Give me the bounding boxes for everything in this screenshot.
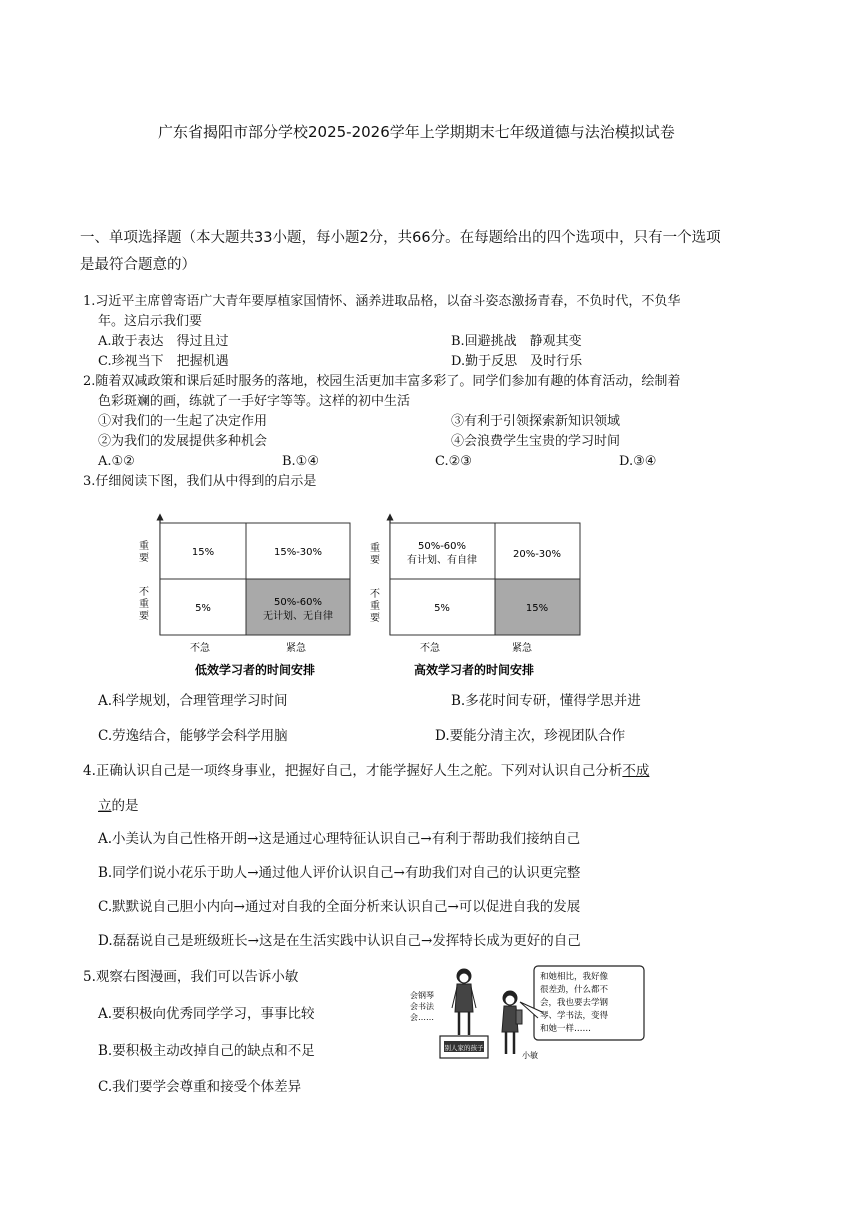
section-heading-line2: 是最符合题意的） bbox=[80, 257, 196, 273]
cell-br: 15% bbox=[525, 603, 549, 614]
y-label-bottom-1: 不 bbox=[139, 587, 149, 598]
cartoon-label-2: 会书法 bbox=[410, 1002, 434, 1011]
q2-statement-2: ②为我们的发展提供多种机会 bbox=[98, 434, 268, 449]
cell-br-line1: 50%-60% bbox=[273, 597, 323, 608]
q4-stem-emphasis: 不成 bbox=[622, 763, 650, 779]
y-label-top-2: 要 bbox=[370, 555, 380, 566]
y-label-bottom-2: 重 bbox=[370, 601, 380, 612]
x-label-left: 不急 bbox=[190, 643, 210, 654]
q4-stem-line2 bbox=[98, 794, 139, 814]
cartoon-label-1: 会钢琴 bbox=[410, 991, 434, 1000]
q4-stem-end: 的是 bbox=[111, 798, 139, 814]
q1-option-c[interactable]: C.珍视当下 把握机遇 bbox=[98, 354, 229, 369]
q4-stem-emphasis-2: 立 bbox=[98, 798, 112, 814]
q2-statement-1: ①对我们的一生起了决定作用 bbox=[98, 414, 268, 429]
cell-bl: 5% bbox=[434, 603, 450, 614]
bubble-line-2: 很差劲，什么都不 bbox=[540, 985, 609, 995]
q2-statement-3: ③有利于引领探索新知识领域 bbox=[451, 414, 621, 429]
left-caption: 低效学习者的时间安排 bbox=[194, 663, 316, 677]
q4-stem-text: 4.正确认识自己是一项终身事业，把握好自己，才能学握好人生之舵。下列对认识自己分析 bbox=[83, 763, 623, 779]
q1-option-b[interactable]: B.回避挑战 静观其变 bbox=[451, 334, 582, 349]
cell-tl-line2: 有计划、有自律 bbox=[407, 555, 477, 566]
q1-stem-line1: 1.习近平主席曾寄语广大青年要厚植家国情怀、涵养进取品格，以奋斗姿态激扬青春，不负时代，不负华 bbox=[83, 294, 681, 309]
bubble-line-3: 会，我也要去学钢 bbox=[540, 998, 609, 1008]
q3-stem: 3.仔细阅读下图，我们从中得到的启示是 bbox=[83, 474, 317, 489]
q3-right-matrix bbox=[362, 505, 592, 687]
q4-option-b[interactable]: B.同学们说小花乐于助人→通过他人评价认识自己→有助我们对自己的认识更完整 bbox=[98, 865, 581, 881]
bubble-line-1: 和她相比，我好像 bbox=[540, 972, 609, 982]
y-label-top-2: 要 bbox=[139, 553, 149, 564]
cell-tl: 15% bbox=[191, 547, 215, 558]
y-label-bottom-1: 不 bbox=[370, 589, 380, 600]
q2-option-c[interactable]: C.②③ bbox=[435, 454, 472, 469]
y-label-bottom-3: 要 bbox=[139, 611, 149, 622]
cartoon-label-3: 会…… bbox=[410, 1013, 434, 1022]
q4-option-c[interactable]: C.默默说自己胆小内向→通过对自我的全面分析来认识自己→可以促进自我的发展 bbox=[98, 899, 581, 915]
girl-on-podium-figure bbox=[452, 969, 476, 1035]
q3-option-d[interactable]: D.要能分清主次，珍视团队合作 bbox=[435, 728, 626, 744]
q3-option-b[interactable]: B.多花时间专研，懂得学思并进 bbox=[451, 693, 641, 709]
q5-option-b[interactable]: B.要积极主动改掉自己的缺点和不足 bbox=[98, 1043, 315, 1059]
section-heading-line1: 一、单项选择题（本大题共33小题，每小题2分，共66分。在每题给出的四个选项中，只有一个选项 bbox=[80, 230, 721, 246]
q4-stem-line1 bbox=[83, 759, 649, 779]
q1-option-d[interactable]: D.勤于反思 及时行乐 bbox=[451, 354, 583, 369]
q2-statement-4: ④会浪费学生宝贵的学习时间 bbox=[451, 434, 621, 449]
q3-left-matrix bbox=[130, 505, 370, 687]
q1-stem-line2: 年。这启示我们要 bbox=[98, 314, 203, 329]
q5-option-c[interactable]: C.我们要学会尊重和接受个体差异 bbox=[98, 1079, 302, 1095]
q1-option-a[interactable]: A.敢于表达 得过且过 bbox=[98, 334, 229, 349]
xiaomin-name: 小敏 bbox=[522, 1051, 538, 1060]
q2-option-b[interactable]: B.①④ bbox=[282, 454, 319, 469]
xiaomin-figure bbox=[502, 991, 522, 1054]
x-label-right: 紧急 bbox=[286, 643, 306, 654]
q2-option-d[interactable]: D.③④ bbox=[619, 454, 657, 469]
cell-tl-line1: 50%-60% bbox=[417, 541, 467, 552]
q3-option-c[interactable]: C.劳逸结合，能够学会科学用脑 bbox=[98, 728, 288, 744]
cell-tr: 20%-30% bbox=[512, 549, 562, 560]
x-label-right: 紧急 bbox=[512, 643, 532, 654]
q5-cartoon bbox=[408, 962, 648, 1066]
x-label-left: 不急 bbox=[420, 643, 440, 654]
cell-tr: 15%-30% bbox=[273, 547, 323, 558]
right-caption: 高效学习者的时间安排 bbox=[413, 663, 535, 677]
y-label-top-1: 重 bbox=[139, 541, 149, 552]
page-title: 广东省揭阳市部分学校2025-2026学年上学期期末七年级道德与法治模拟试卷 bbox=[158, 123, 675, 141]
y-label-bottom-3: 要 bbox=[370, 613, 380, 624]
y-label-bottom-2: 重 bbox=[139, 599, 149, 610]
bubble-line-5: 和她一样…… bbox=[540, 1024, 592, 1034]
q3-option-a[interactable]: A.科学规划，合理管理学习时间 bbox=[98, 693, 288, 709]
y-label-top-1: 重 bbox=[370, 543, 380, 554]
bubble-line-4: 琴、学书法，变得 bbox=[540, 1011, 609, 1021]
q4-option-d[interactable]: D.磊磊说自己是班级班长→这是在生活实践中认识自己→发挥特长成为更好的自己 bbox=[98, 933, 581, 949]
q2-option-a[interactable]: A.①② bbox=[98, 454, 135, 469]
podium-label: 别人家的孩子 bbox=[444, 1044, 484, 1052]
cell-bl: 5% bbox=[195, 603, 211, 614]
q2-stem-line2: 色彩斑斓的画，练就了一手好字等等。这样的初中生活 bbox=[98, 394, 411, 409]
cell-br-line2: 无计划、无自律 bbox=[263, 611, 333, 622]
q4-option-a[interactable]: A.小美认为自己性格开朗→这是通过心理特征认识自己→有利于帮助我们接纳自己 bbox=[98, 831, 581, 847]
q5-option-a[interactable]: A.要积极向优秀同学学习，事事比较 bbox=[98, 1006, 315, 1022]
q2-stem-line1: 2.随着双减政策和课后延时服务的落地，校园生活更加丰富多彩了。同学们参加有趣的体育活动，绘制着 bbox=[83, 374, 681, 389]
q5-stem: 5.观察右图漫画，我们可以告诉小敏 bbox=[83, 969, 299, 985]
